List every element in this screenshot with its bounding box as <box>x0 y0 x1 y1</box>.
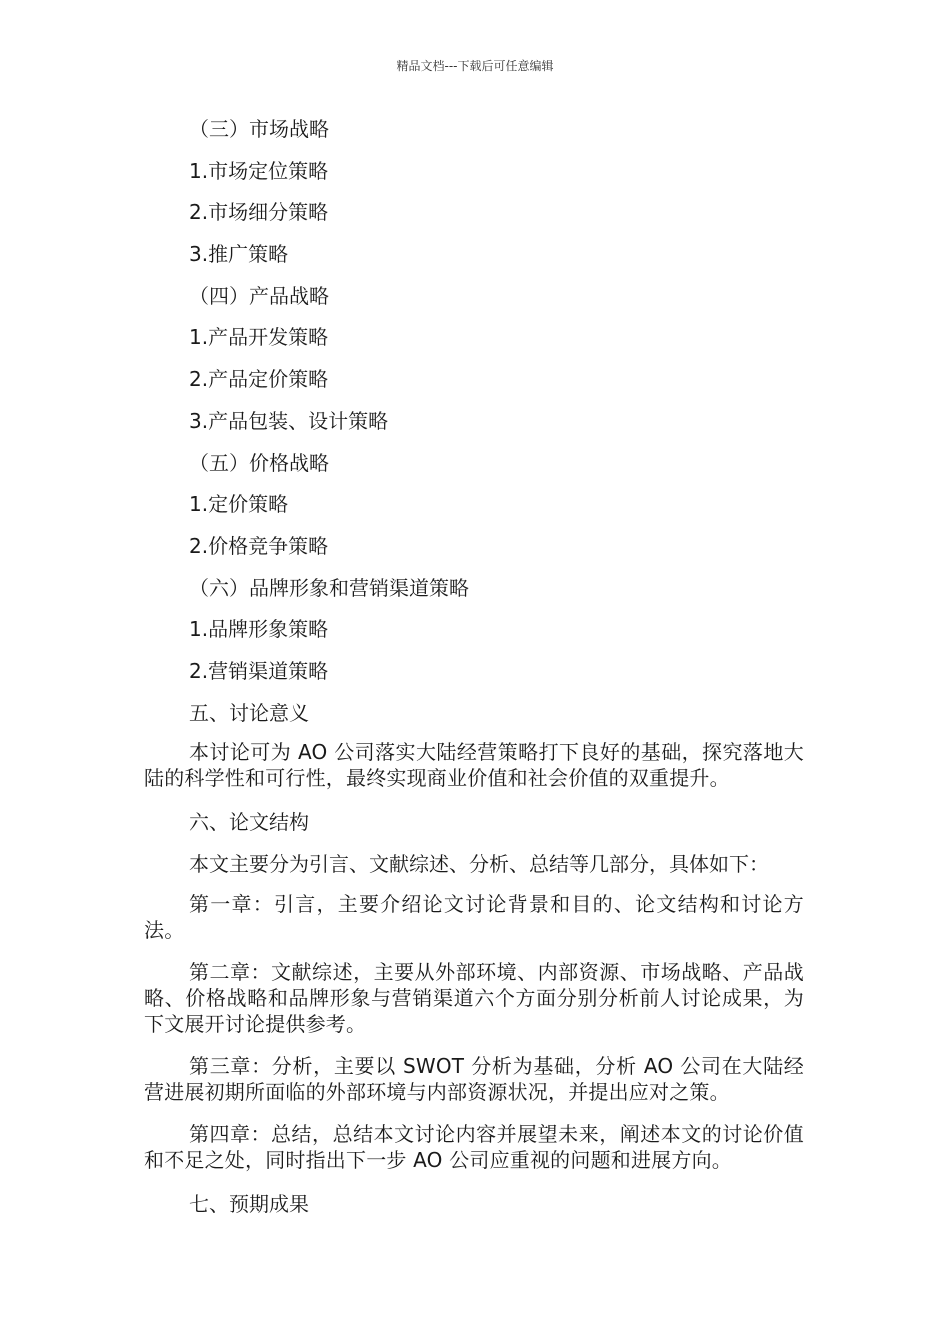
heading-brand-channel-strategy: （六）品牌形象和营销渠道策略 <box>189 575 469 600</box>
heading-expected-results: 七、预期成果 <box>189 1191 309 1216</box>
heading-market-strategy: （三）市场战略 <box>189 117 329 141</box>
list-item: 2.营销渠道策略 <box>189 658 329 683</box>
list-item: 1.市场定位策略 <box>189 158 329 183</box>
paragraph-chapter-4: 第四章：总结，总结本文讨论内容并展望未来，阐述本文的讨论价值和不足之处，同时指出下一步 AO 公司应重视的问题和进展方向。 <box>144 1121 804 1172</box>
paragraph-structure-intro: 本文主要分为引言、文献综述、分析、总结等几部分，具体如下： <box>189 852 769 876</box>
list-item: 1.定价策略 <box>189 492 289 517</box>
list-item: 2.产品定价策略 <box>189 367 329 392</box>
list-item: 3.推广策略 <box>189 242 289 267</box>
document-body <box>144 114 804 1230</box>
paragraph-chapter-3: 第三章：分析，主要以 SWOT 分析为基础，分析 AO 公司在大陆经营进展初期所面临的外部环境与内部资源状况，并提出应对之策。 <box>144 1053 804 1104</box>
heading-product-strategy: （四）产品战略 <box>189 283 329 308</box>
paragraph-chapter-1: 第一章：引言，主要介绍论文讨论背景和目的、论文结构和讨论方法。 <box>144 891 804 942</box>
paragraph-chapter-2: 第二章：文献综述，主要从外部环境、内部资源、市场战略、产品战略、价格战略和品牌形象与营销渠道六个方面分别分析前人讨论成果，为下文展开讨论提供参考。 <box>144 959 804 1036</box>
heading-price-strategy: （五）价格战略 <box>189 450 329 475</box>
heading-significance: 五、讨论意义 <box>189 700 309 725</box>
list-item: 1.产品开发策略 <box>189 325 329 350</box>
list-item: 3.产品包装、设计策略 <box>189 408 389 433</box>
list-item: 1.品牌形象策略 <box>189 617 329 642</box>
list-item: 2.价格竞争策略 <box>189 533 329 558</box>
heading-structure: 六、论文结构 <box>189 810 309 835</box>
page-header: 精品文档---下载后可任意编辑 <box>396 59 554 73</box>
paragraph-significance: 本讨论可为 AO 公司落实大陆经营策略打下良好的基础，探究落地大陆的科学性和可行性，最终实现商业价值和社会价值的双重提升。 <box>144 740 804 791</box>
list-item: 2.市场细分策略 <box>189 200 329 225</box>
